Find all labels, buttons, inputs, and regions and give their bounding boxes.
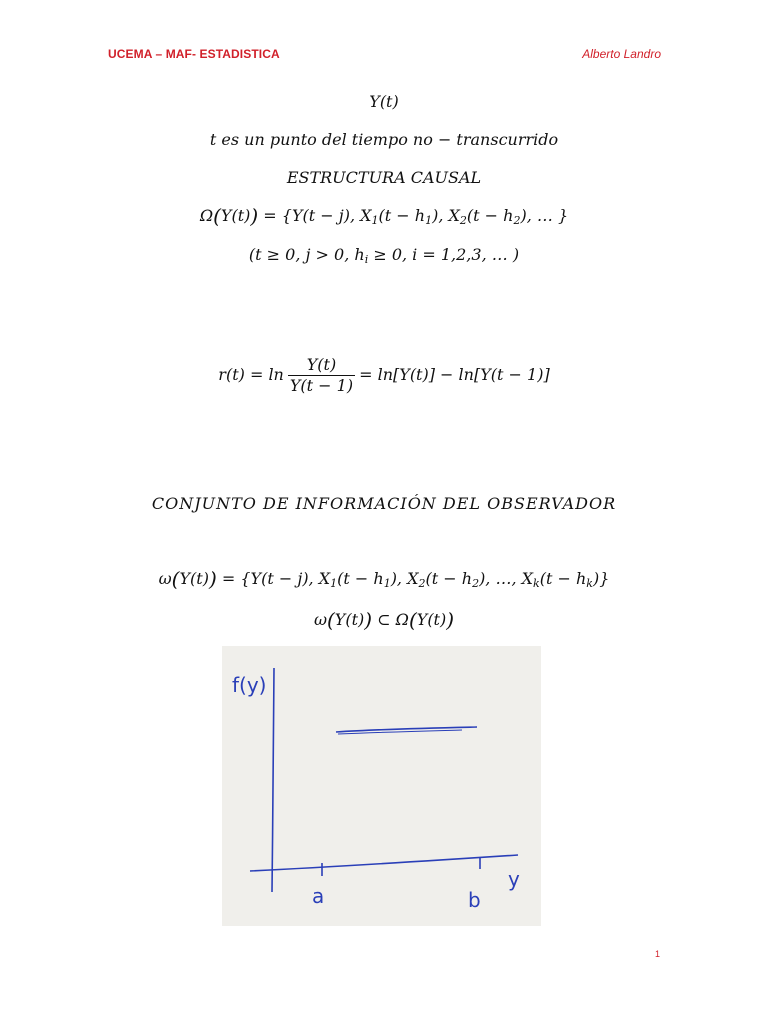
eq5-sub: i	[364, 253, 369, 266]
sketch-x-label: y	[508, 867, 520, 891]
eq8-part: (t − h	[337, 569, 384, 588]
eq-conditions	[0, 245, 768, 266]
eq4-part: (t − h	[378, 206, 426, 225]
eq4-part: = {Y(t − j), X	[258, 206, 372, 225]
sketch-tick-b-label: b	[468, 888, 481, 912]
subset-symbol: ⊂	[372, 610, 396, 629]
eq4-sub: 1	[371, 214, 379, 227]
eq8-sub: 1	[330, 577, 338, 590]
eq4-sub: 1	[425, 214, 433, 227]
header-right: Alberto Landro	[582, 47, 661, 61]
eq6-fraction	[288, 355, 355, 396]
eq-observer-info-title: CONJUNTO DE INFORMACIÓN DEL OBSERVADOR	[151, 494, 617, 513]
eq4-sub: 2	[513, 214, 521, 227]
eq-y-of-t: Y(t)	[369, 92, 399, 111]
eq-causal-structure-title: ESTRUCTURA CAUSAL	[286, 168, 482, 187]
eq8-sub: 1	[383, 577, 391, 590]
eq-time-definition: t es un punto del tiempo no − transcurrido	[209, 130, 559, 149]
eq9-arg: Y(t)	[334, 610, 365, 629]
header-left: UCEMA – MAF- ESTADISTICA	[108, 47, 280, 61]
omega-lower: ω	[158, 569, 172, 588]
eq8-part: ), …, X	[479, 569, 534, 588]
eq8-arg: Y(t)	[179, 569, 209, 588]
eq-causal-structure: Ω(Y(t)) = {Y(t − j), $X_1(t - h_1)$, $X_2(t - h_2)$, … }	[199, 204, 569, 228]
eq4-arg: Y(t)	[220, 206, 251, 225]
eq8-sub: k	[586, 577, 593, 590]
sketch-y-label: f(y)	[232, 673, 267, 697]
eq4-sub: 2	[459, 214, 467, 227]
eq9-arg: Y(t)	[416, 610, 447, 629]
sketch-y-axis	[272, 668, 274, 892]
eq6-rhs: = ln[Y(t)] − ln[Y(t − 1)]	[359, 365, 550, 384]
eq5-part: ≥ 0, i = 1,2,3, … )	[368, 245, 520, 264]
eq6-numerator: Y(t)	[288, 355, 355, 376]
eq8-sub: 2	[472, 577, 480, 590]
eq-subset-relation: ω(Y(t)) ⊂ Ω(Y(t))	[313, 608, 455, 632]
omega-upper: Ω	[199, 206, 214, 225]
eq5-part: (t ≥ 0, j > 0, h	[248, 245, 365, 264]
eq8-part: ), X	[390, 569, 419, 588]
eq8-part: (t − h	[425, 569, 473, 588]
eq4-part: ), … }	[520, 206, 569, 225]
eq8-part: (t − h	[539, 569, 587, 588]
eq4-part: (t − h	[466, 206, 514, 225]
eq6-denominator: Y(t − 1)	[289, 376, 354, 395]
eq-log-return	[0, 355, 768, 396]
sketch-x-axis	[250, 855, 518, 871]
eq8-part: = {Y(t − j), X	[216, 569, 331, 588]
eq4-part: ), X	[432, 206, 460, 225]
page-number: 1	[655, 949, 661, 959]
sketch-tick-a-label: a	[312, 884, 325, 908]
omega-lower: ω	[313, 610, 327, 629]
eq8-part: )}	[592, 569, 610, 588]
eq8-sub: 2	[418, 577, 426, 590]
eq8-sub: k	[533, 577, 540, 590]
eq-observer-info-set: ω(Y(t)) = {Y(t − j), $X_1(t - h_1)$, $X_2(t - h_2)$, …, $X_k(t - h_k)$}	[158, 567, 610, 591]
omega-upper: Ω	[395, 610, 409, 629]
hand-drawn-uniform-density-sketch	[222, 646, 541, 926]
eq6-lhs: r(t) = ln	[218, 365, 284, 384]
